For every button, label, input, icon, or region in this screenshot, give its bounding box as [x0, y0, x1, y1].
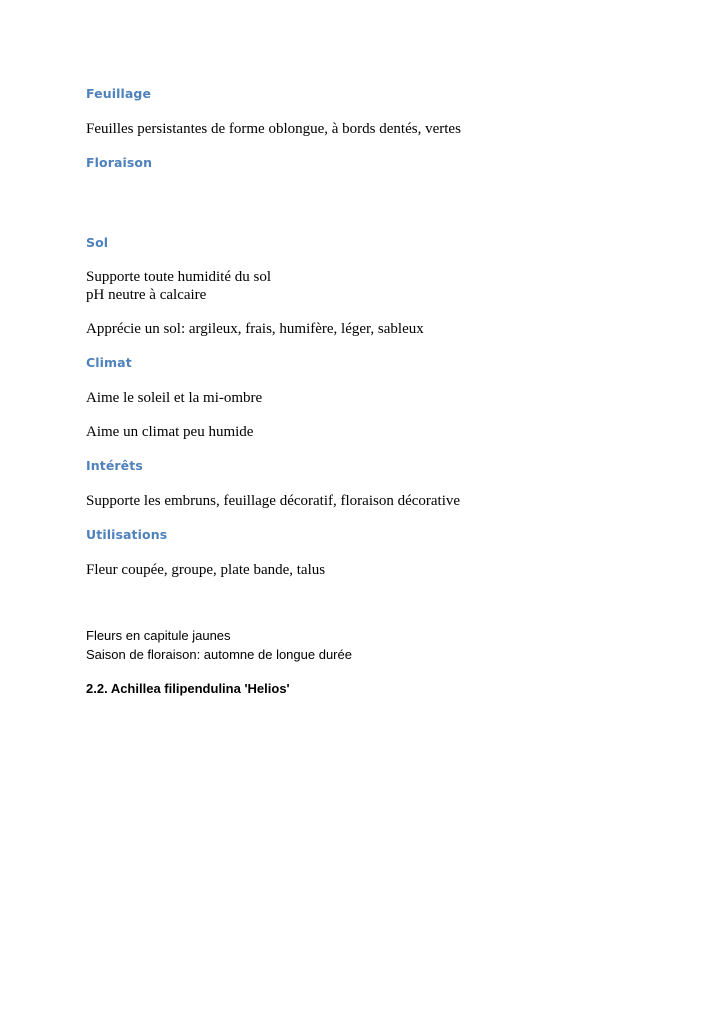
sol-line-1: Supporte toute humidité du sol [86, 269, 271, 285]
heading-floraison: Floraison [86, 155, 153, 170]
feuillage-text: Feuilles persistantes de forme oblongue, à bords dentés, vertes [86, 121, 461, 137]
footer-line-1: Fleurs en capitule jaunes [86, 628, 231, 643]
heading-utilisations: Utilisations [86, 527, 168, 542]
utilisations-text: Fleur coupée, groupe, plate bande, talus [86, 562, 326, 578]
sol-line-3: Apprécie un sol: argileux, frais, humifère, léger, sableux [86, 321, 424, 337]
heading-interets: Intérêts [86, 458, 143, 473]
climat-line-2: Aime un climat peu humide [86, 424, 254, 440]
heading-sol: Sol [86, 235, 109, 250]
sol-line-2: pH neutre à calcaire [86, 287, 207, 303]
interets-text: Supporte les embruns, feuillage décoratif, floraison décorative [86, 493, 461, 509]
heading-climat: Climat [86, 355, 132, 370]
next-section-title: 2.2. Achillea filipendulina 'Helios' [86, 681, 290, 696]
heading-feuillage: Feuillage [86, 86, 152, 101]
footer-line-2: Saison de floraison: automne de longue durée [86, 647, 352, 662]
climat-line-1: Aime le soleil et la mi-ombre [86, 390, 263, 406]
